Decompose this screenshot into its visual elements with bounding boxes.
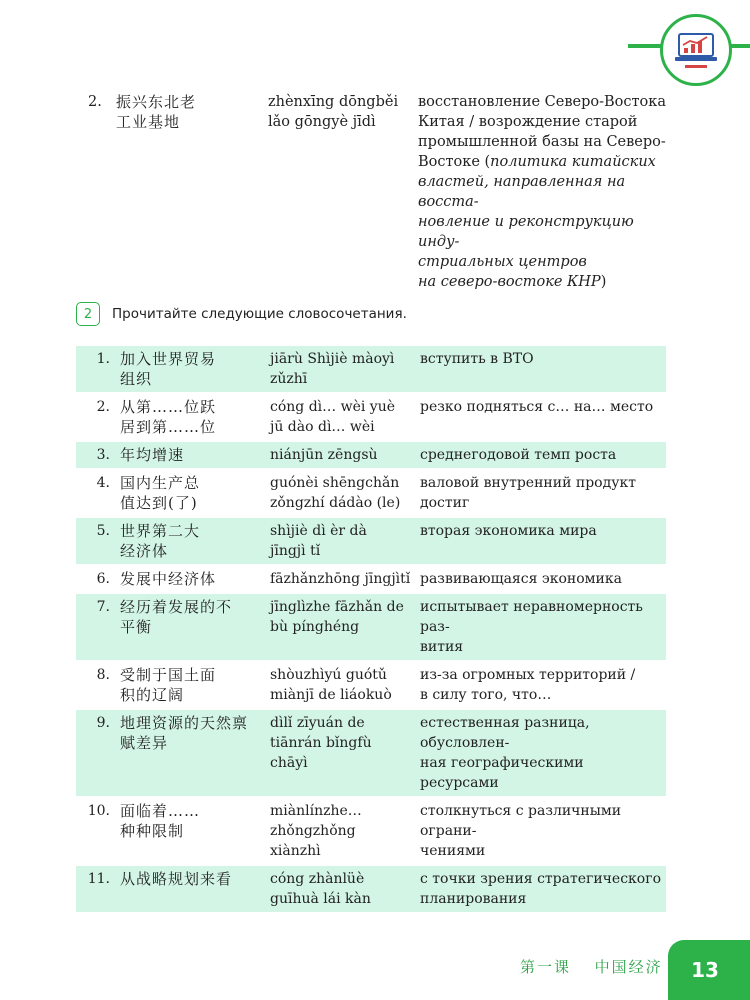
row-number: 7. xyxy=(96,599,110,615)
row-chinese: 经历着发展的不 平衡 xyxy=(120,598,233,636)
row-pinyin: jīnglìzhe fāzhǎn de bù pínghéng xyxy=(270,599,404,635)
footer-topic: 中国经济 xyxy=(594,958,663,976)
row-russian: развивающаяся экономика xyxy=(420,571,622,587)
task-instruction: Прочитайте следующие словосочетания. xyxy=(112,306,407,322)
vocab-pinyin: zhènxīng dōngběi lǎo gōngyè jīdì xyxy=(268,94,399,130)
row-pinyin: cóng dì… wèi yuè jū dào dì… wèi xyxy=(270,399,395,435)
phrase-table xyxy=(76,346,666,912)
table-row xyxy=(76,866,666,912)
row-russian: среднегодовой темп роста xyxy=(420,447,617,463)
page-number-tab xyxy=(668,940,750,1000)
row-chinese: 发展中经济体 xyxy=(120,570,217,588)
row-number: 8. xyxy=(96,667,110,683)
row-chinese: 从第……位跃 居到第……位 xyxy=(120,398,217,436)
header-badge xyxy=(660,14,732,86)
row-number: 11. xyxy=(87,871,110,887)
row-chinese: 地理资源的天然禀 赋差异 xyxy=(120,714,249,752)
row-pinyin: guónèi shēngchǎn zǒngzhí dádào (le) xyxy=(270,475,401,511)
row-russian: естественная разница, обусловлен- ная географическими ресурсами xyxy=(420,715,590,791)
row-pinyin: cóng zhànlüè guīhuà lái kàn xyxy=(270,871,371,907)
row-pinyin: jiārù Shìjiè màoyì zǔzhī xyxy=(270,351,395,387)
table-row xyxy=(76,798,666,864)
row-russian: резко подняться с… на… место xyxy=(420,399,654,415)
row-russian: валовой внутренний продукт достиг xyxy=(420,475,636,511)
row-number: 4. xyxy=(96,475,110,491)
task-heading xyxy=(76,302,407,326)
row-number: 3. xyxy=(96,447,110,463)
vocab-entry xyxy=(88,92,688,292)
row-chinese: 加入世界贸易 组织 xyxy=(120,350,217,388)
task-number-badge: 2 xyxy=(76,302,100,326)
table-row xyxy=(76,346,666,392)
vocab-chinese: 振兴东北老 工业基地 xyxy=(116,93,197,131)
table-row xyxy=(76,594,666,660)
row-chinese: 年均增速 xyxy=(120,446,185,464)
table-row xyxy=(76,518,666,564)
row-pinyin: shòuzhìyú guótǔ miànjī de liáokuò xyxy=(270,667,392,703)
vocab-russian: восстановление Северо-Востока Китая / возрождение старой промышленной базы на Северо- Востоке (политика китайских властей, направленная на восста- новление и реконструкцию инду- стриальных центров на северо-востоке КНР) xyxy=(418,94,666,290)
table-row xyxy=(76,394,666,440)
row-russian: столкнуться с различными ограни- чениями xyxy=(420,803,622,859)
table-row xyxy=(76,662,666,708)
row-chinese: 面临着…… 种种限制 xyxy=(120,802,201,840)
row-russian: из-за огромных территорий / в силу того, что… xyxy=(420,667,636,703)
row-russian: вступить в ВТО xyxy=(420,351,534,367)
row-pinyin: miànlínzhe… zhǒngzhǒng xiànzhì xyxy=(270,803,362,859)
row-pinyin: fāzhǎnzhōng jīngjìtǐ xyxy=(270,571,411,587)
row-chinese: 从战略规划来看 xyxy=(120,870,233,888)
row-number: 2. xyxy=(96,399,110,415)
laptop-chart-icon xyxy=(675,31,717,71)
row-number: 10. xyxy=(87,803,110,819)
row-number: 5. xyxy=(96,523,110,539)
row-pinyin: dìlǐ zīyuán de tiānrán bǐngfù chāyì xyxy=(270,715,372,771)
row-number: 6. xyxy=(96,571,110,587)
table-row xyxy=(76,470,666,516)
row-russian: испытывает неравномерность раз- вития xyxy=(420,599,643,655)
row-number: 9. xyxy=(96,715,110,731)
table-row xyxy=(76,566,666,592)
vocab-number: 2. xyxy=(88,94,102,110)
row-number: 1. xyxy=(96,351,110,367)
row-chinese: 国内生产总 值达到(了) xyxy=(120,474,201,512)
table-row xyxy=(76,442,666,468)
row-chinese: 世界第二大 经济体 xyxy=(120,522,201,560)
row-chinese: 受制于国土面 积的辽阔 xyxy=(120,666,217,704)
row-pinyin: niánjūn zēngsù xyxy=(270,447,378,463)
page-number: 13 xyxy=(691,958,719,982)
footer-lesson: 第一课 xyxy=(520,958,572,976)
row-russian: вторая экономика мира xyxy=(420,523,597,539)
footer-lesson-title xyxy=(520,956,663,977)
row-pinyin: shìjiè dì èr dà jīngjì tǐ xyxy=(270,523,367,559)
row-russian: с точки зрения стратегического планирования xyxy=(420,871,661,907)
table-row xyxy=(76,710,666,796)
